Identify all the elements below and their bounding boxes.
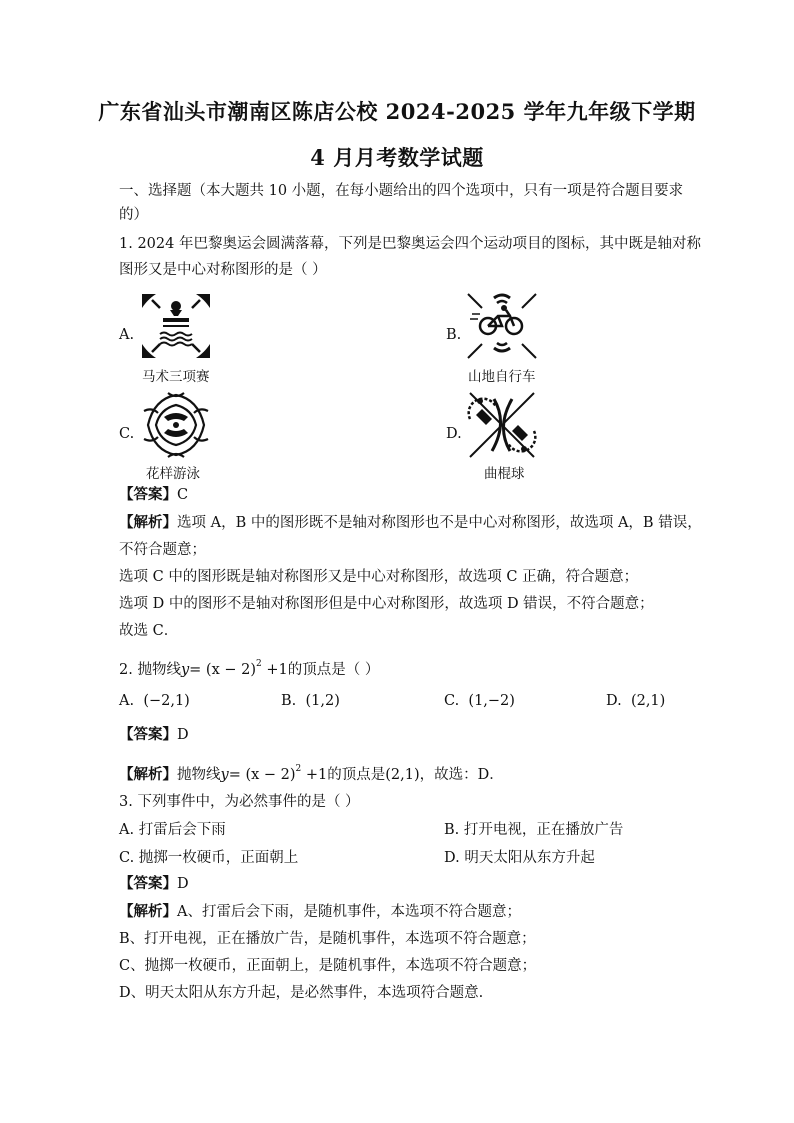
q2-analysis-eq-lhs: y xyxy=(220,767,229,783)
q3-answer-tag: 【答案】 xyxy=(119,875,177,892)
q2-option-a xyxy=(119,693,190,709)
q1-option-c-letter: C. xyxy=(119,426,135,442)
q3-option-c-letter: C. xyxy=(119,850,135,866)
q2-analysis-tag: 【解析】 xyxy=(119,766,177,783)
q1-analysis-tag: 【解析】 xyxy=(119,514,177,531)
q1-option-c-caption: 花样游泳 xyxy=(146,466,200,482)
q2-analysis xyxy=(119,758,504,786)
q1-option-d-letter: D. xyxy=(446,426,462,442)
artistic-swimming-icon xyxy=(138,389,214,461)
q2-analysis-suffix: ，故选：D． xyxy=(419,767,504,783)
q2-option-c xyxy=(444,693,515,709)
q2-answer-tag: 【答案】 xyxy=(119,726,177,743)
q3-analysis-line3: C、抛掷一枚硬币，正面朝上，是随机事件，本选项不符合题意； xyxy=(119,958,537,974)
mountain-bike-icon xyxy=(464,290,540,362)
q1-analysis-line3: 选项 C 中的图形既是轴对称图形又是中心对称图形，故选项 C 正确，符合题意； xyxy=(119,569,639,585)
section-heading-line1: 一、选择题（本大题共 10 小题，在每小题给出的四个选项中，只有一项是符合题目要求 xyxy=(119,183,684,199)
q1-option-d-caption: 曲棍球 xyxy=(484,466,525,482)
q2-equation-tail: +1 xyxy=(261,662,288,678)
q2-option-b-value: (1,2) xyxy=(305,693,340,709)
q2-option-b xyxy=(281,693,340,709)
section-heading-line2: 的） xyxy=(119,207,148,223)
q3-option-d xyxy=(444,846,595,867)
q1-option-a-letter: A. xyxy=(119,327,135,343)
q3-answer-value: D xyxy=(177,876,189,892)
q2-option-d-letter: D. xyxy=(606,693,622,709)
q2-analysis-eq-tail: +1 xyxy=(301,767,328,783)
q2-analysis-eq-rhs: = (x − 2) xyxy=(228,767,296,783)
q2-answer xyxy=(119,724,189,746)
q1-analysis-line1 xyxy=(119,512,702,534)
q3-analysis-tag: 【解析】 xyxy=(119,903,177,920)
q2-answer-value: D xyxy=(177,727,189,743)
q2-stem-prefix: 2. 抛物线 xyxy=(119,662,181,678)
q1-option-b-letter: B. xyxy=(446,327,462,343)
q2-equation-exp: 2 xyxy=(256,659,262,669)
q3-analysis-line1 xyxy=(119,901,521,923)
exam-title-line2: 4 月月考数学试题 xyxy=(310,145,484,170)
q3-option-d-text: 明天太阳从东方升起 xyxy=(464,850,595,866)
q2-option-a-value: (−2,1) xyxy=(143,693,190,709)
q1-analysis-line5: 故选 C． xyxy=(119,623,179,639)
q2-stem-suffix: 的顶点是（ ） xyxy=(287,662,380,678)
q1-answer xyxy=(119,484,188,506)
q3-analysis-line4: D、明天太阳从东方升起，是必然事件，本选项符合题意. xyxy=(119,985,484,1001)
hockey-icon xyxy=(464,389,540,461)
q3-answer xyxy=(119,873,189,895)
q1-answer-value: C xyxy=(177,487,189,503)
q2-option-b-letter: B. xyxy=(281,693,297,709)
q1-option-b-caption: 山地自行车 xyxy=(468,369,536,385)
q3-option-a xyxy=(119,818,226,839)
q3-option-a-letter: A. xyxy=(119,822,135,838)
q1-option-a-caption: 马术三项赛 xyxy=(142,369,210,385)
q2-option-d-value: (2,1) xyxy=(630,693,666,709)
q3-stem: 3. 下列事件中，为必然事件的是（ ） xyxy=(119,794,360,810)
q2-analysis-point: (2,1) xyxy=(385,767,420,783)
q3-option-b-text: 打开电视，正在播放广告 xyxy=(463,822,624,838)
q3-analysis-text1: A、打雷后会下雨，是随机事件，本选项不符合题意； xyxy=(177,904,521,920)
q1-analysis-line2: 不符合题意； xyxy=(119,542,206,558)
q2-option-a-letter: A. xyxy=(119,693,135,709)
q2-option-d xyxy=(606,693,665,709)
q1-answer-tag: 【答案】 xyxy=(119,486,177,503)
q2-analysis-prefix: 抛物线 xyxy=(177,767,221,783)
q1-stem-line1: 1. 2024 年巴黎奥运会圆满落幕，下列是巴黎奥运会四个运动项目的图标，其中既是轴对称 xyxy=(119,236,701,252)
q3-option-b xyxy=(444,818,623,839)
q1-stem-line2: 图形又是中心对称图形的是（ ） xyxy=(119,262,327,278)
q2-analysis-eq-exp: 2 xyxy=(295,764,302,774)
q2-equation-lhs: y xyxy=(180,662,190,678)
equestrian-eventing-icon xyxy=(138,290,214,362)
q3-option-a-text: 打雷后会下雨 xyxy=(138,822,226,838)
q2-option-c-letter: C. xyxy=(444,693,460,709)
q3-analysis-line2: B、打开电视，正在播放广告，是随机事件，本选项不符合题意； xyxy=(119,931,536,947)
q2-option-c-value: (1,−2) xyxy=(468,693,515,709)
q2-analysis-mid: 的顶点是 xyxy=(327,767,386,783)
q3-option-b-letter: B. xyxy=(444,822,460,838)
q1-analysis-text1: 选项 A，B 中的图形既不是轴对称图形也不是中心对称图形，故选项 A，B 错误， xyxy=(177,515,702,531)
q2-equation-rhs: = (x − 2) xyxy=(189,662,256,678)
q3-option-c xyxy=(119,846,298,867)
q1-analysis-line4: 选项 D 中的图形不是轴对称图形但是中心对称图形，故选项 D 错误，不符合题意； xyxy=(119,596,654,612)
q3-option-d-letter: D. xyxy=(444,850,460,866)
q2-stem xyxy=(119,653,379,681)
exam-title-line1: 广东省汕头市潮南区陈店公校 2024-2025 学年九年级下学期 xyxy=(98,99,696,124)
q3-option-c-text: 抛掷一枚硬币，正面朝上 xyxy=(138,850,299,866)
